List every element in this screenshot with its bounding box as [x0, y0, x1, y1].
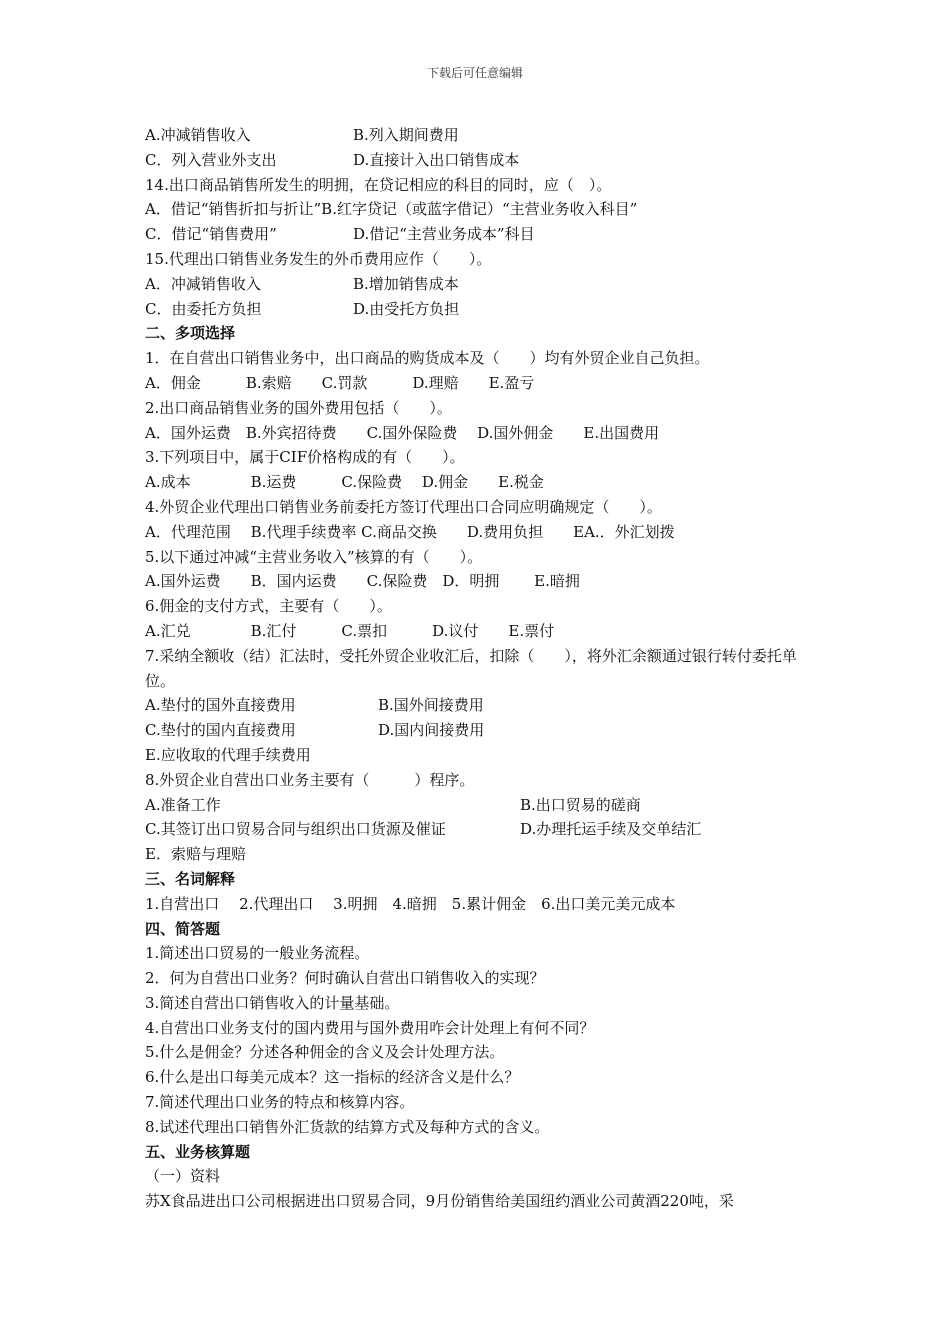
- text-line: 5.什么是佣金？分述各种佣金的含义及会计处理方法。: [145, 1043, 505, 1062]
- option-left: A.准备工作: [145, 795, 221, 814]
- option-left: A.垫付的国外直接费用: [145, 696, 296, 715]
- option-right: B.国外间接费用: [378, 696, 484, 715]
- section-heading: 四、简答题: [145, 919, 221, 938]
- option-right: D.国内间接费用: [378, 721, 485, 740]
- text-line: 1.自营出口 2.代理出口 3.明拥 4.暗拥 5.累计佣金 6.出口美元美元成本: [145, 894, 676, 913]
- option-row: [145, 817, 825, 842]
- text-line: 2．何为自营出口业务？何时确认自营出口销售收入的实现？: [145, 969, 545, 988]
- option-right: D.直接计入出口销售成本: [353, 150, 520, 169]
- option-right: D.办理托运手续及交单结汇: [520, 820, 702, 839]
- text-line: 苏X食品进出口公司根据进出口贸易合同，9月份销售给美国纽约酒业公司黄酒220吨，采: [145, 1192, 734, 1211]
- text-line: 1．在自营出口销售业务中，出口商品的购货成本及（ ）均有外贸企业自己负担。: [145, 349, 710, 368]
- option-row: [145, 222, 825, 247]
- option-row: [145, 693, 825, 718]
- option-left: C．借记“销售费用”: [145, 225, 277, 244]
- option-row: [145, 148, 825, 173]
- option-right: D.由受托方负担: [353, 299, 460, 318]
- text-line: 4.自营出口业务支付的国内费用与国外费用咋会计处理上有何不同？: [145, 1018, 595, 1037]
- option-row: [145, 272, 825, 297]
- option-right: D.借记“主营业务成本”科目: [353, 225, 535, 244]
- text-line: A．代理范围 B.代理手续费率 C.商品交换 D.费用负担 EA.．外汇划拨: [145, 522, 675, 541]
- text-line: （一）资料: [145, 1167, 221, 1186]
- section-heading: 五、业务核算题: [145, 1142, 251, 1161]
- text-line: 5.以下通过冲减“主营业务收入”核算的有（ ）。: [145, 547, 483, 566]
- option-right: B.列入期间费用: [353, 126, 459, 144]
- text-line: 4.外贸企业代理出口销售业务前委托方签订代理出口合同应明确规定（ ）。: [145, 497, 662, 516]
- text-line: 14.出口商品销售所发生的明拥，在贷记相应的科目的同时，应（ ）。: [145, 175, 612, 194]
- text-line: 8.外贸企业自营出口业务主要有（ ）程序。: [145, 770, 475, 789]
- option-right: B.出口贸易的磋商: [520, 795, 641, 814]
- text-line: A．国外运费 B.外宾招待费 C.国外保险费 D.国外佣金 E.出国费用: [145, 423, 660, 442]
- option-left: C.垫付的国内直接费用: [145, 721, 296, 740]
- option-row: [145, 793, 825, 818]
- text-line: 1.简述出口贸易的一般业务流程。: [145, 944, 370, 963]
- text-line: A.汇兑 B.汇付 C.票扣 D.议付 E.票付: [145, 621, 555, 640]
- option-left: A．冲减销售收入: [145, 274, 261, 293]
- text-line: 7.简述代理出口业务的特点和核算内容。: [145, 1093, 415, 1112]
- section-heading: 三、名词解释: [145, 869, 236, 888]
- page-header: 下载后可任意编辑: [426, 66, 523, 80]
- text-line: A．佣金 B.索赔 C.罚款 D.理赔 E.盈亏: [145, 373, 535, 392]
- option-right: B.增加销售成本: [353, 274, 459, 293]
- option-left: C.其签订出口贸易合同与组织出口货源及催证: [145, 820, 446, 839]
- text-line: E.应收取的代理手续费用: [145, 745, 311, 764]
- text-line: A.成本 B.运费 C.保险费 D.佣金 E.税金: [145, 473, 544, 492]
- text-line: A.国外运费 B．国内运费 C.保险费 D．明拥 E.暗拥: [145, 572, 580, 591]
- option-row: [145, 123, 825, 148]
- section-heading: 二、多项选择: [145, 324, 236, 343]
- text-line: 6.佣金的支付方式，主要有（ ）。: [145, 597, 392, 616]
- option-left: A.冲减销售收入: [145, 126, 251, 144]
- text-line: E．索赔与理赔: [145, 845, 246, 864]
- option-row: [145, 718, 825, 743]
- text-line: 15.代理出口销售业务发生的外币费用应作（ ）。: [145, 249, 492, 268]
- document-body: [145, 123, 825, 1214]
- text-line: 3.简述自营出口销售收入的计量基础。: [145, 993, 400, 1012]
- text-line: 2.出口商品销售业务的国外费用包括（ ）。: [145, 398, 452, 417]
- text-line: A．借记“销售折扣与折让”B.红字贷记（或蓝字借记）“主营业务收入科目”: [145, 200, 638, 219]
- text-line: 8.试述代理出口销售外汇货款的结算方式及每种方式的含义。: [145, 1117, 550, 1136]
- option-left: C．由委托方负担: [145, 299, 262, 318]
- option-row: [145, 297, 825, 322]
- text-line: 6.什么是出口每美元成本？这一指标的经济含义是什么？: [145, 1068, 520, 1087]
- question-text: 7.采纳全额收（结）汇法时，受托外贸企业收汇后，扣除（ ），将外汇余额通过银行转付委托单位。: [145, 646, 797, 690]
- option-left: C．列入营业外支出: [145, 150, 277, 169]
- text-line: 3.下列项目中，属于CIF价格构成的有（ ）。: [145, 448, 465, 467]
